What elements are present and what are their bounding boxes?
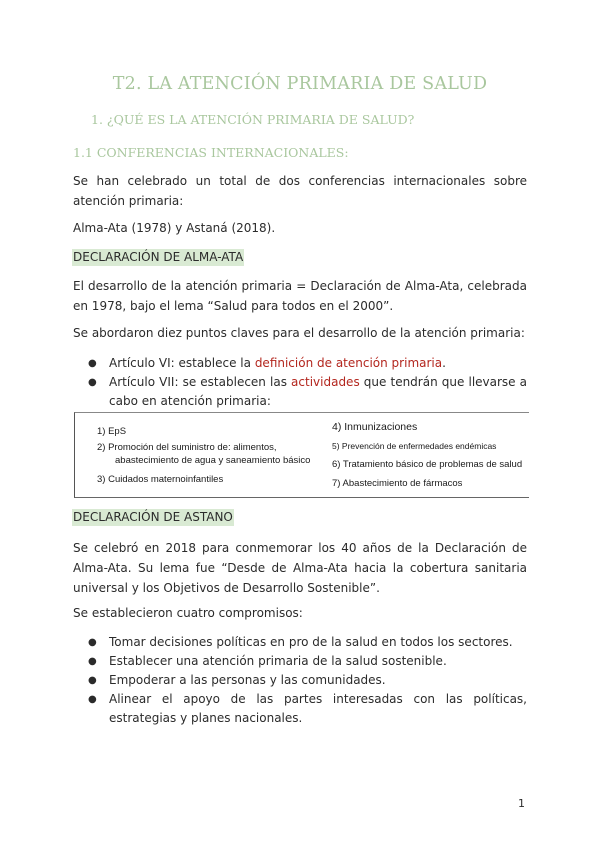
astano-paragraph: Se celebró en 2018 para conmemorar los 40 años de la Declaración de Alma-Ata. Su lema fue “Desde de Alma-Ata hacia la cobertura sanitaria universal y los Objetivos de Desarrollo Sostenible”.: [73, 541, 527, 595]
list-item: ● Artículo VI: establece la definición de atención primaria.: [73, 354, 527, 373]
alma-ata-paragraph: El desarrollo de la atención primaria = Declaración de Alma-Ata, celebrada en 1978, bajo el lema “Salud para todos en el 2000”.: [73, 279, 527, 313]
bullet-icon: ●: [88, 637, 97, 648]
list-item: ● Artículo VII: se establecen las actividades que tendrán que llevarse a cabo en atención primaria:: [88, 375, 528, 408]
figure-item: 6) Tratamiento básico de problemas de salud: [332, 459, 523, 470]
figure-item: 1) EpS: [97, 426, 127, 437]
subsection-heading: 1.1 CONFERENCIAS INTERNACIONALES:: [73, 145, 349, 160]
figure-item: 4) Inmunizaciones: [332, 421, 418, 433]
figure-item: 3) Cuidados maternoinfantiles: [97, 474, 224, 485]
activities-figure: [74, 412, 529, 498]
astano-heading: DECLARACIÓN DE ASTANO: [73, 510, 233, 524]
commitments-intro: Se establecieron cuatro compromisos:: [73, 606, 303, 620]
conferences-paragraph: Alma-Ata (1978) y Astaná (2018).: [73, 221, 276, 235]
page-number: 1: [518, 797, 525, 810]
bullet-icon: ●: [88, 656, 97, 667]
bullet-icon: ●: [88, 675, 97, 686]
figure-item: abastecimiento de agua y saneamiento básico: [115, 455, 311, 466]
intro-paragraph: Se han celebrado un total de dos conferencias internacionales sobre atención primaria:: [73, 174, 527, 208]
list-item: ● Establecer una atención primaria de la salud sostenible.: [73, 652, 527, 671]
list-item: ● Empoderar a las personas y las comunidades.: [73, 671, 527, 690]
alma-ata-heading: DECLARACIÓN DE ALMA-ATA: [73, 250, 244, 264]
alma-ata-points-paragraph: Se abordaron diez puntos claves para el desarrollo de la atención primaria:: [73, 326, 525, 340]
section-heading: 1. ¿QUÉ ES LA ATENCIÓN PRIMARIA DE SALUD?: [91, 112, 415, 127]
emphasis-text: definición de atención primaria: [254, 356, 443, 370]
figure-item: 7) Abastecimiento de fármacos: [332, 478, 463, 489]
list-item: ● Alinear el apoyo de las partes interesadas con las políticas, estrategias y planes nacionales.: [88, 692, 527, 725]
list-item: ● Tomar decisiones políticas en pro de la salud en todos los sectores.: [73, 633, 527, 652]
commitments-list: [73, 633, 527, 728]
alma-ata-articles-list: [73, 354, 527, 411]
bullet-icon: ●: [88, 694, 97, 705]
figure-item: 5) Prevención de enfermedades endémicas: [332, 441, 497, 451]
bullet-icon: ●: [88, 377, 97, 388]
document-title: T2. LA ATENCIÓN PRIMARIA DE SALUD: [112, 74, 488, 94]
emphasis-text: actividades: [291, 375, 360, 389]
figure-item: 2) Promoción del suministro de: alimentos,: [97, 442, 277, 453]
bullet-icon: ●: [88, 358, 97, 369]
